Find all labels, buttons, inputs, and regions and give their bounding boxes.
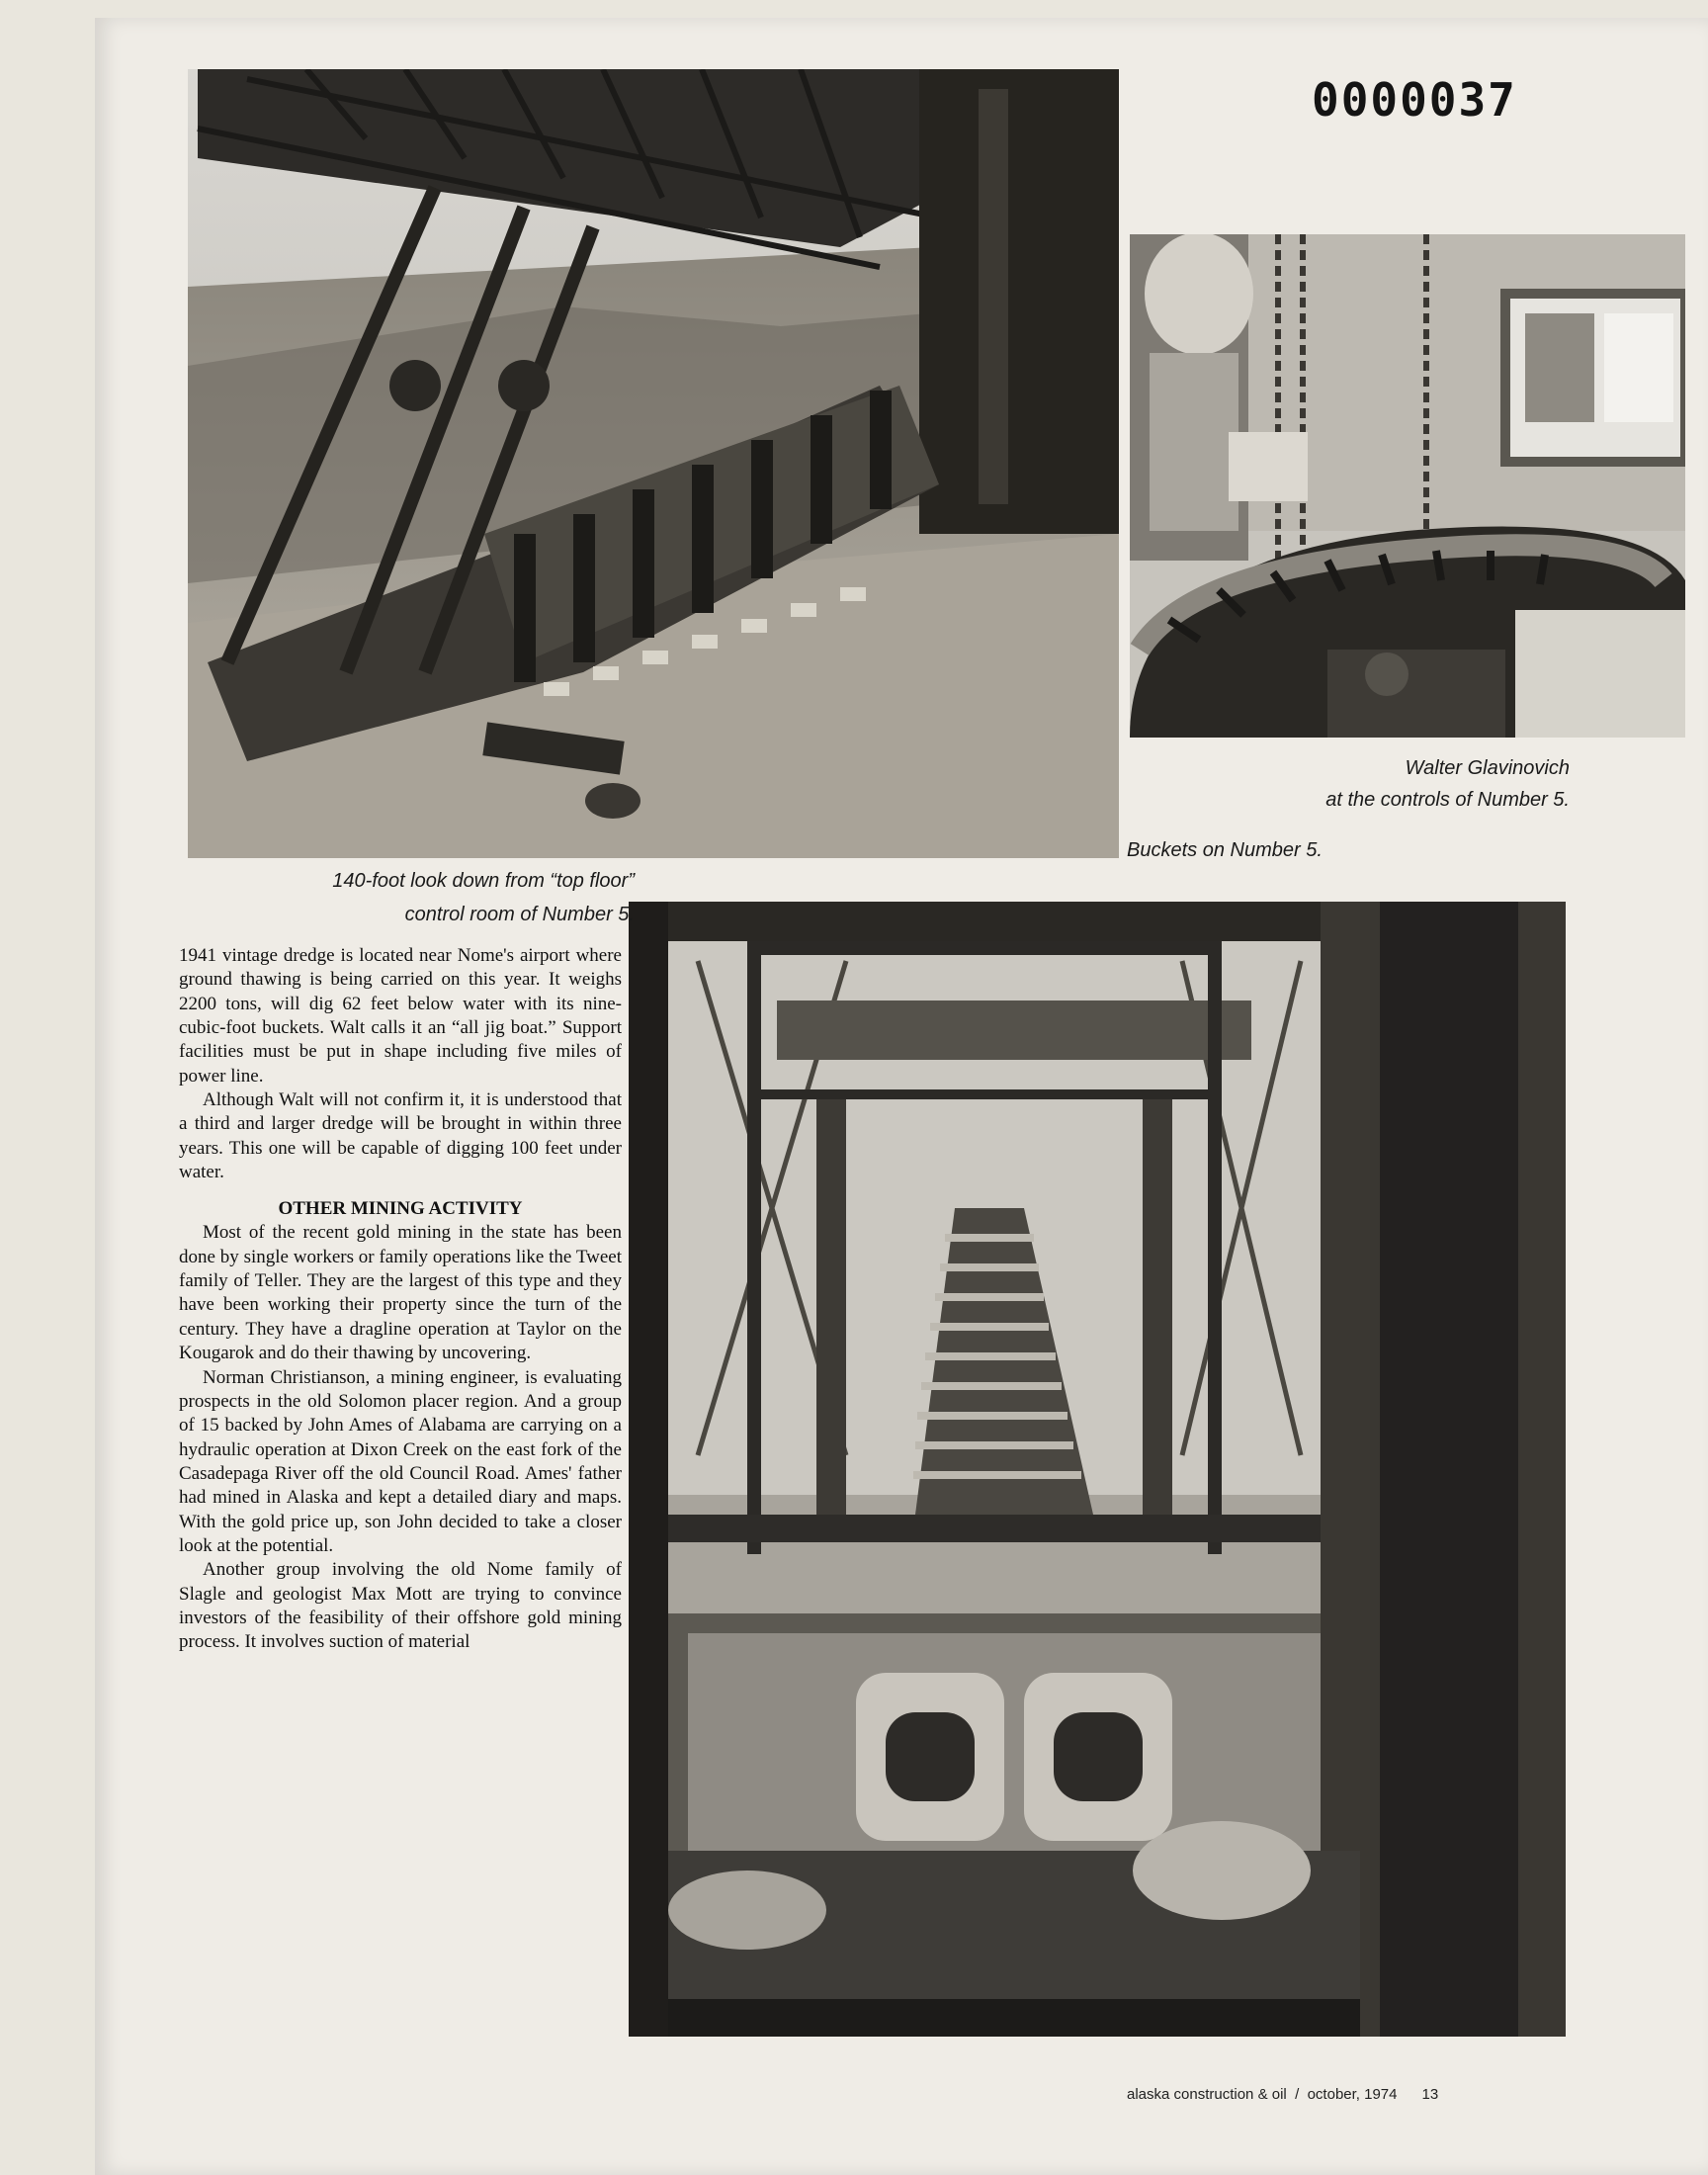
walter-at-controls-photo <box>1130 234 1685 738</box>
document-number-stamp: 0000037 <box>1312 73 1517 127</box>
article-paragraph: Norman Christianson, a mining engineer, is evaluating prospects in the old Solomon placer region. And a group of 15 backed by John Ames of Alabama are carrying on a hydraulic operation at Dixon Creek on the east fork of the Casadepaga River off the old Council Road. Ames' father had mined in Alaska and kept a detailed diary and maps. With the gold price up, son John decided to take a closer look at the potential. <box>179 1366 622 1556</box>
buckets-caption: Buckets on Number 5. <box>1127 839 1323 861</box>
lookdown-caption-line1: 140-foot look down from “top floor” <box>332 870 635 892</box>
page-footer <box>1127 2086 1438 2103</box>
section-heading: OTHER MINING ACTIVITY <box>278 1198 523 1220</box>
walter-caption-line2: at the controls of Number 5. <box>1325 789 1570 811</box>
article-paragraph: 1941 vintage dredge is located near Nome's airport where ground thawing is being carried on this year. It weighs 2200 tons, will dig 62 feet below water with its nine-cubic-foot buckets. Walt calls it an “all jig boat.” Support facilities must be put in shape including five miles of power line. <box>179 945 622 1087</box>
control-room-lookdown-photo <box>629 902 1566 2037</box>
article-paragraph: Another group involving the old Nome family of Slagle and geologist Max Mott are trying to convince investors of the feasibility of their offshore gold mining process. It involves suction of material <box>179 1559 622 1653</box>
publication-info: alaska construction & oil / october, 1974 <box>1127 2086 1398 2103</box>
article-paragraph: Although Walt will not confirm it, it is understood that a third and larger dredge will be brought in within three years. This one will be capable of digging 100 feet under water. <box>179 1089 622 1183</box>
dredge-bucket-line-photo <box>188 69 1119 858</box>
article-paragraph: Most of the recent gold mining in the state has been done by single workers or family operations like the Tweet family of Teller. They are the largest of this type and they have been working their property since the turn of the century. They have a dragline operation at Taylor on the Kougarok and do their thawing by uncovering. <box>179 1222 622 1364</box>
lookdown-caption-line2: control room of Number 5. <box>404 904 635 925</box>
article-column <box>179 944 622 1655</box>
walter-caption-line1: Walter Glavinovich <box>1405 757 1570 779</box>
page-number: 13 <box>1421 2086 1439 2103</box>
